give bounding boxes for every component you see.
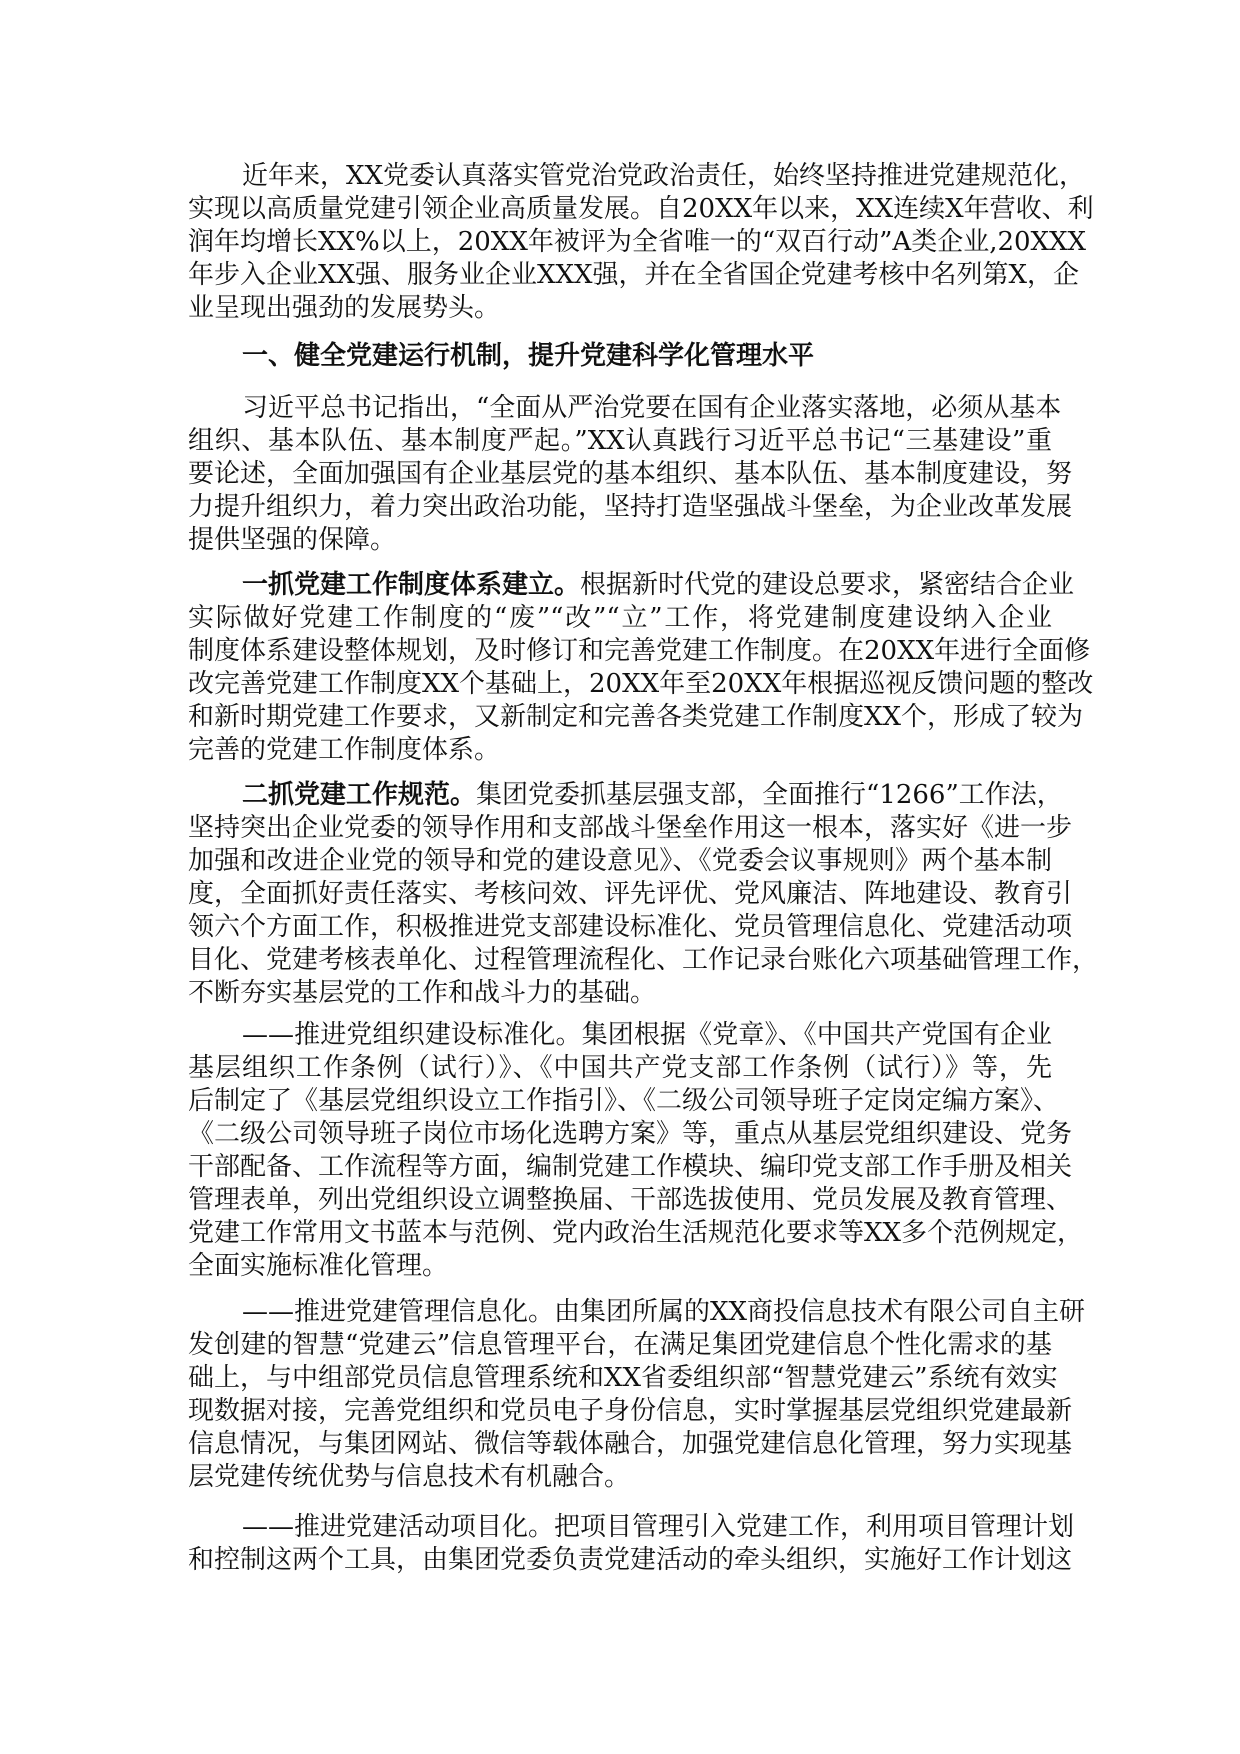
para2-line-4: 力提升组织力，着力突出政治功能，坚持打造坚强战斗堡垒，为企业改革发展 — [188, 492, 1073, 522]
intro-line-4: 年步入企业XX强、服务业企业XXX强，并在全省国企党建考核中名列第X，企 — [188, 260, 1080, 290]
para3-line-1 — [242, 569, 1075, 602]
para6-line-6: 层党建传统优势与信息技术有机融合。 — [188, 1462, 631, 1492]
section-heading: 一、健全党建运行机制，提升党建科学化管理水平 — [242, 341, 815, 371]
para3-line-2: 实际做好党建工作制度的“废”“改”“立”工作，将党建制度建设纳入企业 — [188, 603, 1052, 633]
para4-line-1 — [242, 779, 1063, 812]
para7-line-2: 和控制这两个工具，由集团党委负责党建活动的牵头组织，实施好工作计划这 — [188, 1545, 1073, 1575]
para2-line-2: 组织、基本队伍、基本制度严起。”XX认真践行习近平总书记“三基建设”重 — [188, 426, 1052, 456]
para3-line-4: 改完善党建工作制度XX个基础上，20XX年至20XX年根据巡视反馈问题的整改 — [188, 669, 1094, 699]
para2-line-3: 要论述，全面加强国有企业基层党的基本组织、基本队伍、基本制度建设，努 — [188, 459, 1073, 489]
para2-line-1: 习近平总书记指出，“全面从严治党要在国有企业落实落地，必须从基本 — [242, 393, 1062, 423]
para6-line-3: 础上，与中组部党员信息管理系统和XX省委组织部“智慧党建云”系统有效实 — [188, 1363, 1058, 1393]
para6-line-4: 现数据对接，完善党组织和党员电子身份信息，实时掌握基层党组织党建最新 — [188, 1396, 1073, 1426]
para5-line-1: ——推进党组织建设标准化。集团根据《党章》、《中国共产党国有企业 — [242, 1020, 1052, 1050]
para4-line-2: 坚持突出企业党委的领导作用和支部战斗堡垒作用这一根本，落实好《进一步 — [188, 813, 1073, 843]
para5-line-7: 党建工作常用文书蓝本与范例、党内政治生活规范化要求等XX多个范例规定， — [188, 1218, 1084, 1248]
para4-line-4: 度，全面抓好责任落实、考核问效、评先评优、党风廉洁、阵地建设、教育引 — [188, 879, 1073, 909]
para5-line-4: 《二级公司领导班子岗位市场化选聘方案》等，重点从基层党组织建设、党务 — [188, 1119, 1073, 1149]
para3-lead: 一抓党建工作制度体系建立。 — [242, 570, 581, 600]
para3-line-1-text: 根据新时代党的建设总要求，紧密结合企业 — [580, 570, 1075, 600]
para6-line-2: 发创建的智慧“党建云”信息管理平台，在满足集团党建信息个性化需求的基 — [188, 1330, 1052, 1360]
para4-line-3: 加强和改进企业党的领导和党的建设意见》、《党委会议事规则》两个基本制 — [188, 846, 1052, 876]
para5-line-8: 全面实施标准化管理。 — [188, 1251, 449, 1281]
para2-line-5: 提供坚强的保障。 — [188, 525, 397, 555]
para4-lead: 二抓党建工作规范。 — [242, 780, 477, 810]
para4-line-1-text: 集团党委抓基层强支部，全面推行“1266”工作法， — [476, 780, 1063, 810]
para3-line-3: 制度体系建设整体规划，及时修订和完善党建工作制度。在20XX年进行全面修 — [188, 636, 1091, 666]
para5-line-6: 管理表单，列出党组织设立调整换届、干部选拔使用、党员发展及教育管理、 — [188, 1185, 1073, 1215]
para4-line-5: 领六个方面工作，积极推进党支部建设标准化、党员管理信息化、党建活动项 — [188, 912, 1073, 942]
para7-line-1: ——推进党建活动项目化。把项目管理引入党建工作，利用项目管理计划 — [242, 1512, 1075, 1542]
intro-line-3: 润年均增长XX%以上，20XX年被评为全省唯一的“双百行动”A类企业,20XXX — [188, 227, 1087, 257]
para5-line-3: 后制定了《基层党组织设立工作指引》、《二级公司领导班子定岗定编方案》、 — [188, 1086, 1060, 1116]
para3-line-6: 完善的党建工作制度体系。 — [188, 735, 501, 765]
para5-line-2: 基层组织工作条例（试行）》、《中国共产党支部工作条例（试行）》等，先 — [188, 1053, 1052, 1083]
intro-line-5: 业呈现出强劲的发展势头。 — [188, 293, 501, 323]
para5-line-5: 干部配备、工作流程等方面，编制党建工作模块、编印党支部工作手册及相关 — [188, 1152, 1073, 1182]
para6-line-5: 信息情况，与集团网站、微信等载体融合，加强党建信息化管理，努力实现基 — [188, 1429, 1073, 1459]
para4-line-6: 目化、党建考核表单化、过程管理流程化、工作记录台账化六项基础管理工作， — [188, 945, 1099, 975]
intro-line-1: 近年来，XX党委认真落实管党治党政治责任，始终坚持推进党建规范化， — [242, 161, 1086, 191]
para6-line-1: ——推进党建管理信息化。由集团所属的XX商投信息技术有限公司自主研 — [242, 1297, 1086, 1327]
para3-line-5: 和新时期党建工作要求，又新制定和完善各类党建工作制度XX个，形成了较为 — [188, 702, 1084, 732]
para4-line-7: 不断夯实基层党的工作和战斗力的基础。 — [188, 978, 657, 1008]
intro-line-2: 实现以高质量党建引领企业高质量发展。自20XX年以来，XX连续X年营收、利 — [188, 194, 1094, 224]
